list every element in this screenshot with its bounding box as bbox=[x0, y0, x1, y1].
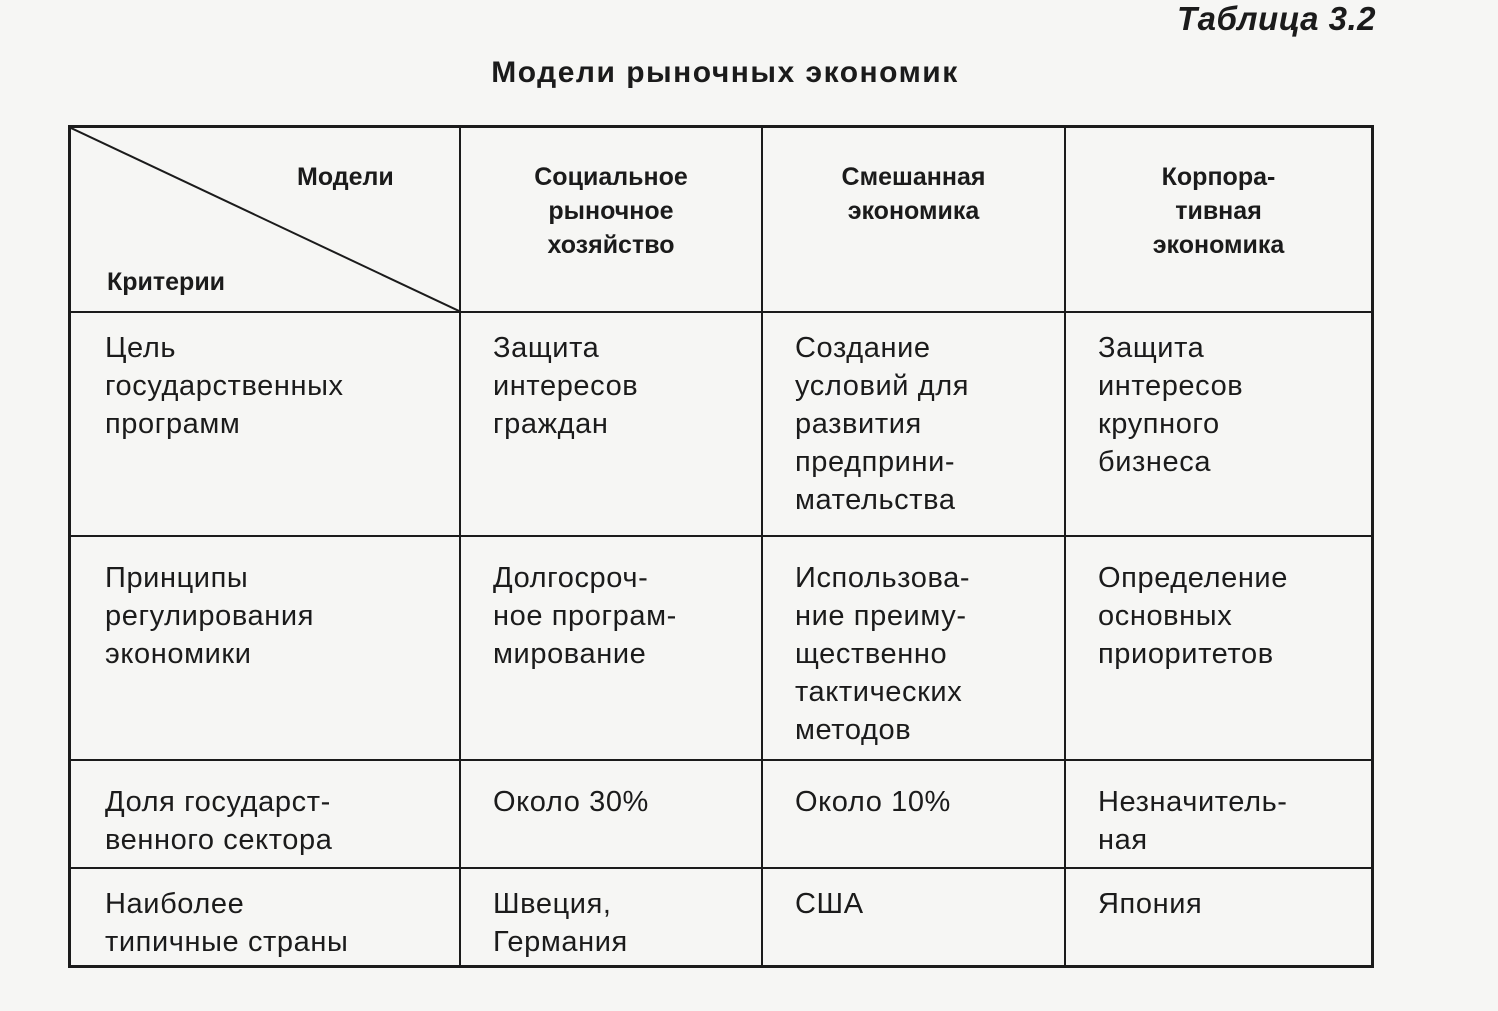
table-cell: Защита интересов граждан bbox=[461, 313, 763, 537]
table-cell: США bbox=[763, 869, 1066, 965]
row-criterion-countries: Наиболее типичные страны bbox=[71, 869, 461, 965]
corner-criteria-label: Критерии bbox=[107, 268, 226, 296]
table-cell: Долгосроч- ное програм- мирование bbox=[461, 537, 763, 761]
column-header-mixed: Смешанная экономика bbox=[763, 128, 1066, 313]
table-cell: Швеция, Германия bbox=[461, 869, 763, 965]
table-cell: Около 10% bbox=[763, 761, 1066, 869]
table-cell: Япония bbox=[1098, 888, 1203, 920]
row-criterion-principles: Принципы регулирования экономики bbox=[71, 537, 461, 761]
table-cell: Около 30% bbox=[461, 761, 763, 869]
row-criterion-goal: Цель государственных программ bbox=[71, 313, 461, 537]
table-number: Таблица 3.2 bbox=[1177, 0, 1376, 37]
column-header-social: Социальное рыночное хозяйство bbox=[461, 128, 763, 313]
column-header-corporate: Корпора- тивная экономика bbox=[1066, 128, 1371, 313]
table-cell: Создание условий для развития предприни- мательства bbox=[763, 313, 1066, 537]
table-cell: Незначитель- ная bbox=[1066, 761, 1371, 869]
market-models-table bbox=[68, 125, 1374, 968]
corner-models-label: Модели bbox=[297, 163, 394, 191]
table-cell: Использова- ние преиму- щественно тактических методов bbox=[763, 537, 1066, 761]
table-cell: Защита интересов крупного бизнеса bbox=[1066, 313, 1371, 537]
corner-header-cell bbox=[71, 128, 461, 313]
table-cell: Определение основных приоритетов bbox=[1066, 537, 1371, 761]
row-criterion-state-share: Доля государст- венного сектора bbox=[71, 761, 461, 869]
table-title: Модели рыночных экономик bbox=[491, 56, 959, 89]
